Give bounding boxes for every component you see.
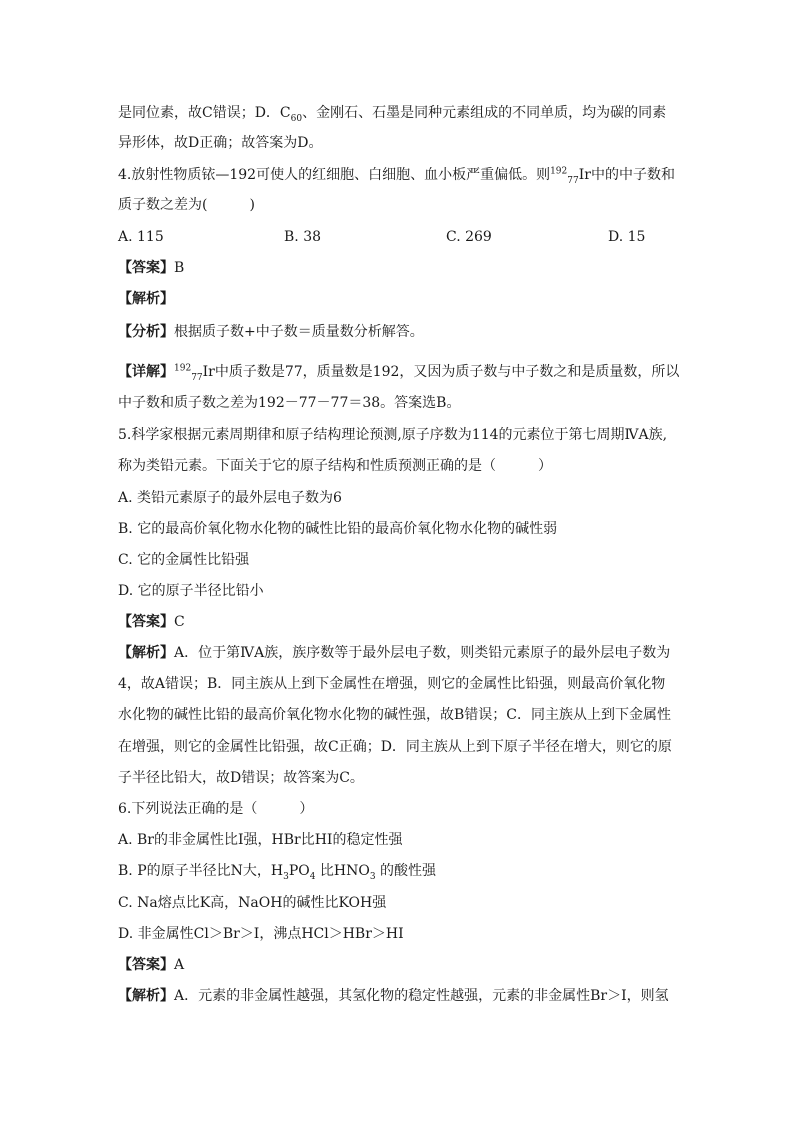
option-a: A. 115	[118, 229, 164, 245]
explanation-line: 【解析】A．位于第ⅣA族，族序数等于最外层电子数，则类铅元素原子的最外层电子数为	[118, 645, 671, 661]
explanation-line: 水化物的碱性比铅的最高价氧化物水化物的碱性强，故B错误；C．同主族从上到下金属性	[118, 707, 671, 723]
option-c: C. Na熔点比K高，NaOH的碱性比KOH强	[118, 895, 387, 911]
detail-line: 中子数和质子数之差为192－77－77＝38。答案选B。	[118, 395, 461, 411]
question-4: 4.放射性物质铱—192可使人的红细胞、白细胞、血小板严重偏低。则$^{192}_{77}$Ir中的中子数和	[118, 166, 675, 186]
option-c: C. 269	[446, 229, 492, 245]
option-d: D. 它的原子半径比铅小	[118, 583, 264, 599]
question-5-cont: 称为类铅元素。下面关于它的原子结构和性质预测正确的是（ ）	[118, 458, 552, 474]
analysis-heading: 【解析】	[118, 291, 174, 307]
answer-line: 【答案】A	[118, 957, 185, 973]
explanation-line: 4，故A错误；B．同主族从上到下金属性在增强，则它的金属性比铅强，则最高价氧化物	[118, 676, 666, 692]
option-b: B. P的原子半径比N大，$H_3PO_4$ 比$HNO_3$ 的酸性强	[118, 863, 437, 882]
option-c: C. 它的金属性比铅强	[118, 552, 250, 568]
option-a: A. Br的非金属性比I强，HBr比HI的稳定性强	[118, 832, 403, 848]
question-6: 6.下列说法正确的是（ ）	[118, 801, 314, 817]
text-line: 是同位素，故C错误；D．$C_{60}$、金刚石、石墨是同种元素组成的不同单质，均为碳的同素	[118, 105, 667, 124]
detail-line: 【详解】$^{192}_{77}$Ir中质子数是77，质量数是192，又因为质子数与中子数之和是质量数，所以	[118, 363, 680, 383]
analysis-line: 【分析】根据质子数+中子数＝质量数分析解答。	[118, 324, 424, 340]
explanation-line: 【解析】A．元素的非金属性越强，其氢化物的稳定性越强，元素的非金属性Br＞I，则氢	[118, 988, 669, 1004]
question-4-options	[118, 227, 678, 247]
option-a: A. 类铅元素原子的最外层电子数为6	[118, 490, 342, 506]
explanation-line: 子半径比铅大，故D错误；故答案为C。	[118, 770, 364, 786]
explanation-line: 在增强，则它的金属性比铅强，故C正确；D．同主族从上到下原子半径在增大，则它的原	[118, 739, 672, 755]
option-b: B. 它的最高价氧化物水化物的碱性比铅的最高价氧化物水化物的碱性弱	[118, 521, 558, 537]
option-d: D. 15	[608, 229, 646, 245]
question-4-cont: 质子数之差为( )	[118, 197, 255, 213]
option-b: B. 38	[284, 229, 322, 245]
text-line: 异形体，故D正确；故答案为D。	[118, 135, 323, 151]
answer-line: 【答案】C	[118, 614, 185, 630]
question-5: 5.科学家根据元素周期律和原子结构理论预测,原子序数为114的元素位于第七周期ⅣA族,	[118, 427, 668, 443]
answer-line: 【答案】B	[118, 260, 185, 276]
option-d: D. 非金属性Cl＞Br＞I，沸点HCl＞HBr＞HI	[118, 926, 404, 942]
